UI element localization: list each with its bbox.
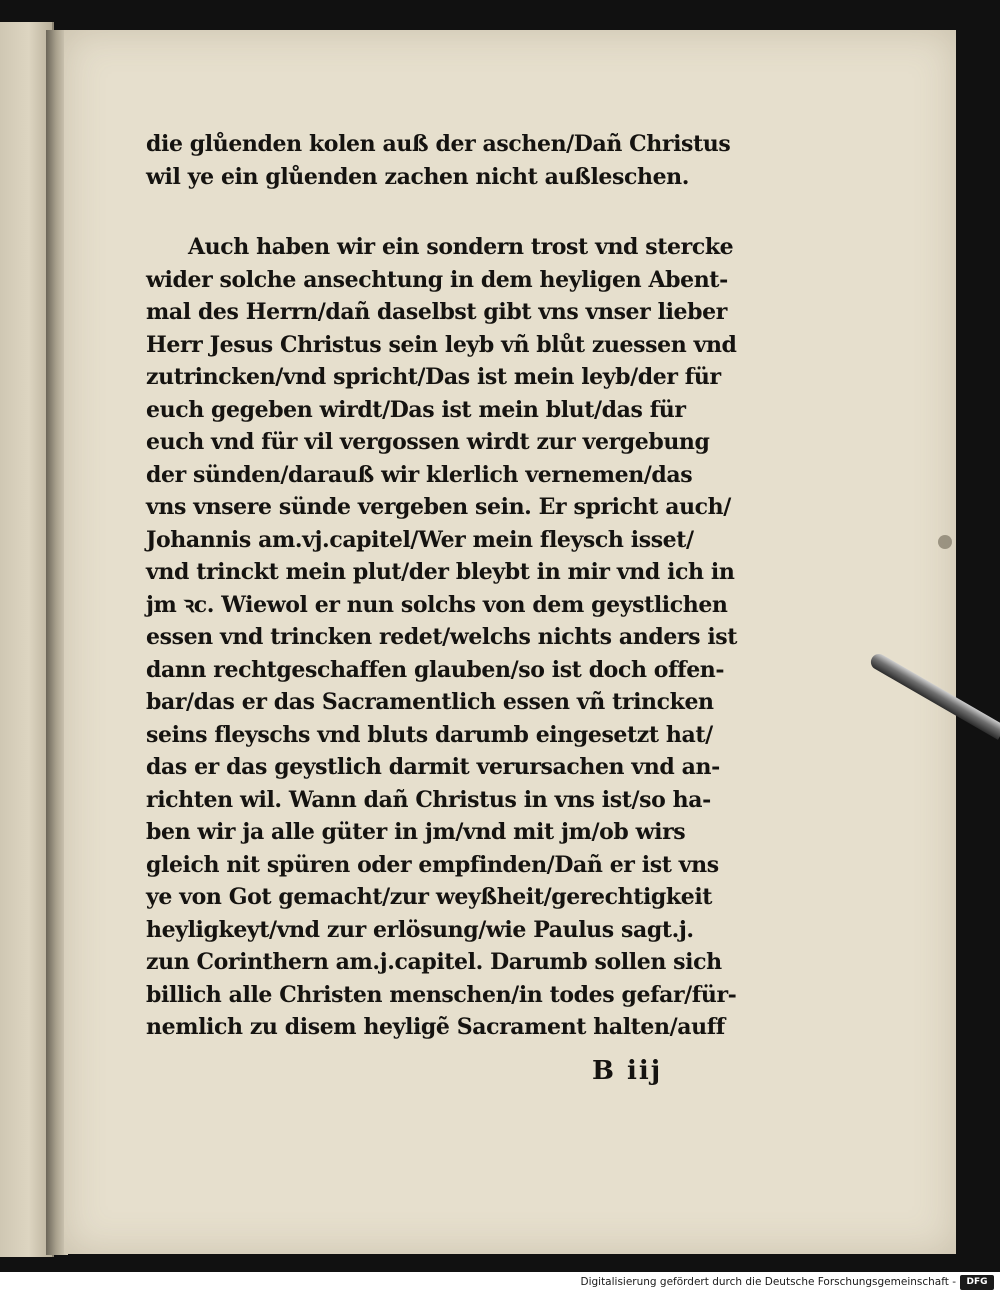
text-line: zun Corinthern am.j.capitel. Darumb sollen sich	[146, 949, 722, 975]
page-text	[146, 128, 742, 1044]
text-line: ye von Got gemacht/zur weyßheit/gerechtigkeit	[146, 884, 713, 910]
text-line: heyligkeyt/vnd zur erlösung/wie Paulus sagt.j.	[146, 916, 694, 943]
text-line: jm ꝛc. Wiewol er nun solchs von dem geystlichen	[146, 591, 728, 618]
text-line: euch gegeben wirdt/Das ist mein blut/das für	[146, 396, 686, 423]
text-line: mal des Herrn/dañ daselbst gibt vns vnser lieber	[146, 299, 727, 325]
text-line: seins fleyschs vnd bluts darumb eingesetzt hat/	[146, 721, 713, 748]
dfg-logo-icon: DFG	[960, 1275, 994, 1290]
text-line: zutrincken/vnd spricht/Das ist mein leyb/der für	[146, 364, 721, 390]
text-line: Herr Jesus Christus sein leyb vñ blůt zuessen vnd	[146, 331, 737, 358]
text-line: Auch haben wir ein sondern trost vnd stercke	[188, 234, 734, 260]
signature-mark: B iij	[592, 1056, 663, 1086]
paper-stain	[938, 535, 952, 549]
paragraph-2	[146, 231, 742, 1044]
text-line: nemlich zu disem heyligẽ Sacrament halten/auff	[146, 1014, 725, 1040]
funding-note: Digitalisierung gefördert durch die Deutsche Forschungsgemeinschaft -	[580, 1276, 956, 1288]
text-line: dann rechtgeschaffen glauben/so ist doch offen-	[146, 656, 725, 683]
text-line: bar/das er das Sacramentlich essen vñ trincken	[146, 689, 714, 715]
text-line: vns vnsere sünde vergeben sein. Er spricht auch/	[146, 494, 731, 520]
text-line: gleich nit spüren oder empfinden/Dañ er ist vns	[146, 851, 719, 878]
text-line: wider solche ansechtung in dem heyligen Abent-	[146, 266, 728, 293]
text-line: Johannis am.vj.capitel/Wer mein fleysch isset/	[146, 526, 694, 553]
text-line: richten wil. Wann dañ Christus in vns ist/so ha-	[146, 786, 711, 813]
text-line: der sünden/darauß wir klerlich vernemen/das	[146, 461, 693, 488]
text-line: euch vnd für vil vergossen wirdt zur vergebung	[146, 429, 710, 455]
text-line: billich alle Christen menschen/in todes gefar/für-	[146, 981, 737, 1008]
text-line: essen vnd trincken redet/welchs nichts anders ist	[146, 624, 738, 650]
footer-bar	[0, 1272, 1000, 1294]
text-line: vnd trinckt mein plut/der bleybt in mir vnd ich in	[146, 559, 735, 585]
text-line: die glůenden kolen auß der aschen/Dañ Christus	[146, 131, 731, 157]
paragraph-1	[146, 128, 742, 193]
text-line: das er das geystlich darmit verursachen vnd an-	[146, 754, 720, 780]
text-line: ben wir ja alle güter in jm/vnd mit jm/ob wirs	[146, 819, 686, 845]
text-line: wil ye ein glůenden zachen nicht außleschen.	[146, 163, 690, 190]
